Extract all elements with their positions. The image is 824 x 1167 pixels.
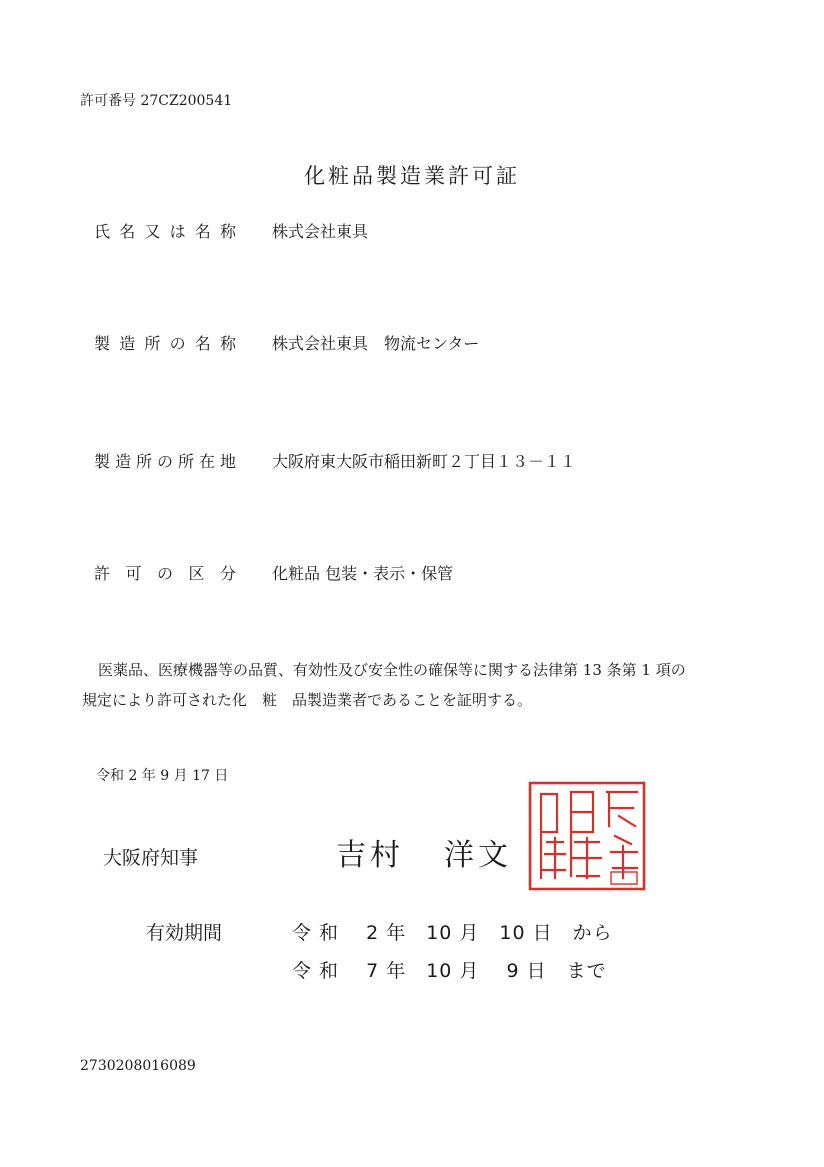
- field-value-permit-category: 化粧品 包装・表示・保管: [272, 564, 454, 583]
- document-id: 2730208016089: [80, 1058, 196, 1074]
- field-label-facility-name: 製造所の名称: [94, 334, 236, 353]
- field-value-facility-address: 大阪府東大阪市稲田新町２丁目１３－１１: [272, 452, 577, 471]
- certification-line-1: 医薬品、医療機器等の品質、有効性及び安全性の確保等に関する法律第 13 条第 1 項の: [98, 661, 686, 679]
- issuer-name-given: 洋文: [444, 838, 512, 873]
- certification-line-2: 規定により許可された化 粧 品製造業者であることを証明する。: [82, 691, 533, 709]
- issue-date: 令和 2 年 9 月 17 日: [96, 768, 229, 784]
- certification-text: [82, 655, 782, 715]
- validity-to: 令 和 7 年 10 月 9 日 まで: [292, 960, 607, 982]
- document-title: 化粧品製造業許可証: [304, 164, 520, 188]
- issuer-name: [336, 830, 512, 874]
- validity-from: 令 和 2 年 10 月 10 日 から: [292, 922, 613, 944]
- field-label-permit-category: 許可の区分: [94, 564, 236, 583]
- issuer-name-family: 吉村: [336, 838, 404, 873]
- validity-label: 有効期間: [146, 922, 223, 944]
- permit-number: 許可番号 27CZ200541: [80, 93, 233, 109]
- official-seal-icon: [527, 780, 647, 892]
- issuer-title: 大阪府知事: [103, 847, 199, 869]
- field-value-name: 株式会社東具: [272, 222, 369, 241]
- field-value-facility-name: 株式会社東具 物流センター: [272, 334, 480, 353]
- field-label-name: 氏名又は名称: [94, 222, 236, 241]
- field-label-facility-address: 製造所の所在地: [94, 452, 236, 471]
